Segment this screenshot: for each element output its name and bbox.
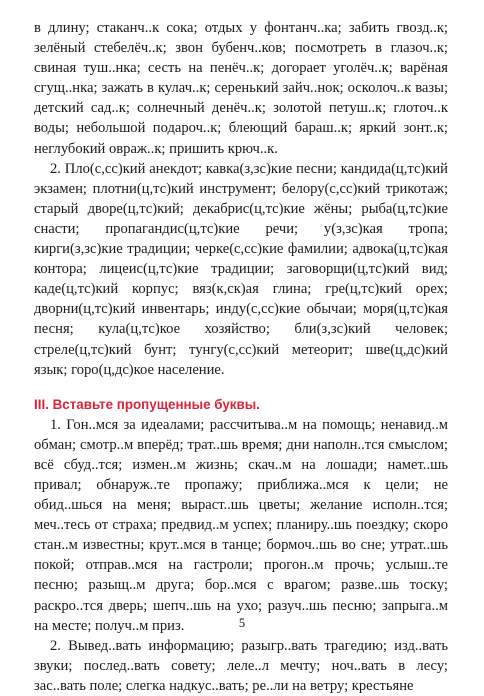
page-text: [34, 18, 448, 696]
section-3-heading: III. Вставьте пропущенные буквы.: [34, 396, 260, 412]
continuation-paragraph: в длину; стаканч..к сока; отдых у фонтанч..ка; забить гвозд..к; зелёный стебелёч..к; звон бубенч..ков; посмотреть в глазоч..к; свиная туш..нка; сесть на пенёч..к; догорает уголёч..к; варёная сгущ..нка; зажать в кулач..к; серенький зайч..нок; осколоч..к вазы; детский сад..к; солнечный денёч..к; золотой петуш..к; глоточ..к воды; небольшой подароч..к; блеющий бараш..к; яркий зонт..к; неглубокий овраж..к; пришить крюч..к.: [34, 20, 448, 157]
exercise-2-paragraph: 2. Пло(с,сс)кий анекдот; кавка(з,зс)кие песни; кандида(ц,тс)кий экзамен; плотни(ц,тс)кий инструмент; белору(с,сс)кий трикотаж; старый дворе(ц,тс)кий; декабрис(ц,тс)кие жёны; рыба(ц,тс)кие снасти; пропагандис(ц,тс)кие речи; у(з,зс)кая тропа; кирги(з,зс)кие традиции; черке(с,сс)кие фамилии; адвока(ц,тс)кая контора; лицеис(ц,тс)кие традиции; заговорщи(ц,тс)кий вид; каде(ц,тс)кий корпус; вяз(к,ск)ая глина; гре(ц,тс)кий орех; дворни(ц,тс)кий инвентарь; инду(с,сс)кие обычаи; моря(ц,тс)кая песня; кула(ц,тс)кое хозяйство; бли(з,зс)кий человек; стреле(ц,тс)кий бунт; тунгу(с,сс)кий метеорит; шве(ц,дс)кий язык; горо(ц,дс)кое население.: [34, 160, 448, 378]
section-3-paragraph-1: 1. Гон..мся за идеалами; рассчитыва..м на помощь; ненавид..м обман; смотр..м вперёд; трат..шь время; дни наполн..тся смыслом; всё сбуд..тся; измен..м жизнь; скач..м на лошади; намет..шь привал; обнаруж..те пропажу; приближа..мся к цели; не обид..шься на меня; выраст..шь цветы; желание исполн..тся; меч..тесь от страха; предвид..м успех; планиру..шь поездку; скоро стан..м известны; крут..мся в танце; бормоч..шь во сне; утрат..шь покой; отправ..мся на гастроли; прогон..м прочь; услыш..те песню; разыщ..м друга; бор..мся с врагом; разве..шь тоску; раскро..тся дверь; шепч..шь на ухо; разуч..шь песню; запрыга..м на месте; получ..м приз.: [34, 416, 448, 634]
section-3-paragraph-2: 2. Вывед..вать информацию; разыгр..вать трагедию; изд..вать звуки; послед..вать совету; леле..л мечту; ноч..вать в лесу; зас..вать поле; слегка надкус..вать; ре..ли на ветру; крестьяне: [34, 637, 448, 694]
section-gap: [34, 380, 448, 394]
page-number: 5: [238, 616, 246, 630]
